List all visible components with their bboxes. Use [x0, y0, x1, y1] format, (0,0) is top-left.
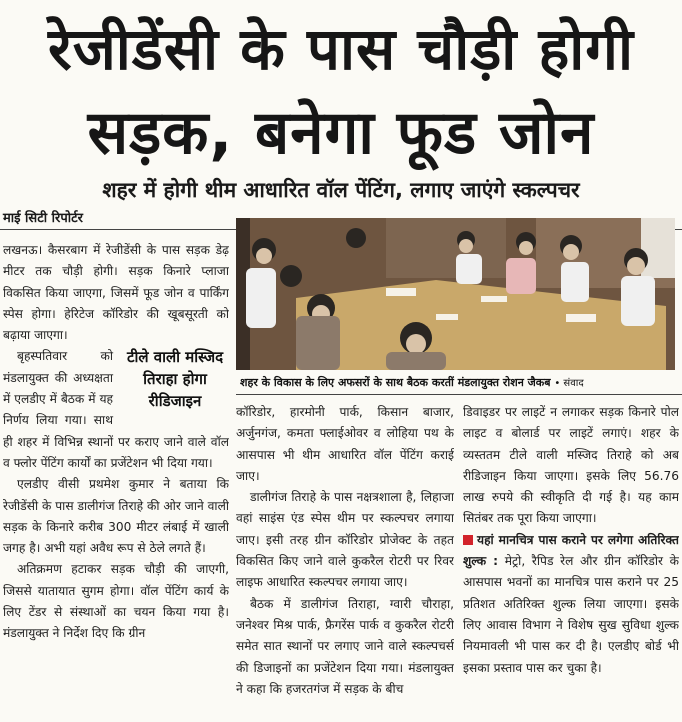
paragraph-8: डिवाइडर पर लाइटें न लगाकर सड़क किनारे पोल लाइट व बोलार्ड पर लाइटें लगाएं। शहर के व्यस्ततम टीले वाली मस्जिद तिराहे को अब रीडिजाइन किया जाएगा। इसके लिए 56.76 लाख रुपये की स्वीकृति दी गई है। यह काम सितंबर तक पूरा किया जाएगा।	[463, 405, 679, 526]
paragraph-1: लखनऊ। कैसरबाग में रेजीडेंसी के पास सड़क डेढ़ मीटर तक चौड़ी होगी। सड़क किनारे प्लाजा विकसित किया जाएगा, जिसमें फूड जोन व पार्किंग स्पेस होगा। हेरिटेज कॉरिडोर की खूबसूरती को बढ़ाया जाएगा।	[3, 243, 229, 343]
photo-caption-text: शहर के विकास के लिए अफसरों के साथ बैठक करतीं मंडलायुक्त रोशन जैकब	[240, 376, 551, 389]
article-column-2	[236, 402, 454, 722]
caption-divider	[236, 394, 682, 395]
byline: माई सिटी रिपोर्टर	[3, 211, 83, 226]
paragraph-5: कॉरिडोर, हारमोनी पार्क, किसान बाजार, अर्जुनगंज, कमता फ्लाईओवर व लोहिया पथ के आसपास भी थीम आधारित वॉल पेंटिंग कराई जाए।	[236, 405, 454, 483]
headline-line-2: सड़क, बनेगा फूड जोन	[87, 98, 595, 168]
meeting-photo	[236, 218, 675, 370]
paragraph-7: बैठक में डालीगंज तिराहा, ग्वारी चौराहा, जनेश्वर मिश्र पार्क, फ्रैगरेंस पार्क व कुकरैल रोटरी समेत सात स्थानों पर लगाए जाने वाले स्कल्पचर्स की डिजाइनों का प्रजेंटेशन दिया गया। मंडलायुक्त ने कहा कि हजरतगंज में सड़क के बीच	[236, 596, 454, 696]
paragraph-2: बृहस्पतिवार को मंडलायुक्त की अध्यक्षता में एलडीए में बैठक में यह निर्णय लिया गया। साथ ही शहर में विभिन्न स्थानों पर कराए जाने वाले वॉल व फ्लोर पेंटिंग कार्यों का प्रजेंटेशन भी दिया गया।	[3, 349, 229, 470]
photo-caption	[240, 375, 680, 390]
article-column-3	[463, 402, 679, 722]
photo-credit: • संवाद	[554, 378, 584, 389]
article-column-1	[3, 240, 229, 722]
headline-line-1: रेजीडेंसी के पास चौड़ी होगी	[48, 15, 634, 83]
subhead-text: मेट्रो, रैपिड रेल और ग्रीन कॉरिडोर के आसपास भवनों का मानचित्र पास कराने पर 25 प्रतिशत अतिरिक्त शुल्क लिया जाएगा। इसके लिए आवास विभाग ने विशेष सुख सुविधा शुल्क नियमावली भी पास कर दी है। एलडीए बोर्ड भी इसका प्रस्ताव पास कर चुका है।	[463, 554, 679, 675]
subhead-paragraph	[463, 530, 679, 679]
subheadline: शहर में होगी थीम आधारित वॉल पेंटिंग, लगाए जाएंगे स्कल्पचर	[102, 178, 580, 202]
paragraph-6: डालीगंज तिराहे के पास नक्षत्रशाला है, लिहाजा वहां साइंस एंड स्पेस थीम पर स्कल्पचर लगाया जाए। इसी तरह ग्रीन कॉरिडोर प्रोजेक्ट के तहत विकसित किए जाने वाले कुकरैल रोटरी पर रिवर लाइफ आधारित स्कल्पचर लगाया जाए।	[236, 490, 454, 590]
paragraph-3: एलडीए वीसी प्रथमेश कुमार ने बताया कि रेजीडेंसी के पास डालीगंज तिराहे की ओर जाने वाली सड़क के किनारे करीब 300 मीटर लंबाई में खाली जगह है। अभी यहां अवैध रूप से ठेले लगते हैं।	[3, 477, 229, 556]
subhead-marker	[463, 535, 473, 545]
subhead: यहां मानचित्र पास कराने पर लगेगा अतिरिक्त शुल्क :	[463, 532, 679, 569]
paragraph-4: अतिक्रमण हटाकर सड़क चौड़ी की जाएगी, जिससे यातायात सुगम होगा। वॉल पेंटिंग कार्य के लिए टेंडर से संस्थाओं का चयन किया गया है। मंडलायुक्त ने निर्देश दिए कि ग्रीन	[3, 562, 229, 641]
meeting-photo-illustration	[236, 218, 675, 370]
pull-quote: टीले वाली मस्जिद तिराहा होगा रीडिजाइन	[126, 348, 224, 411]
